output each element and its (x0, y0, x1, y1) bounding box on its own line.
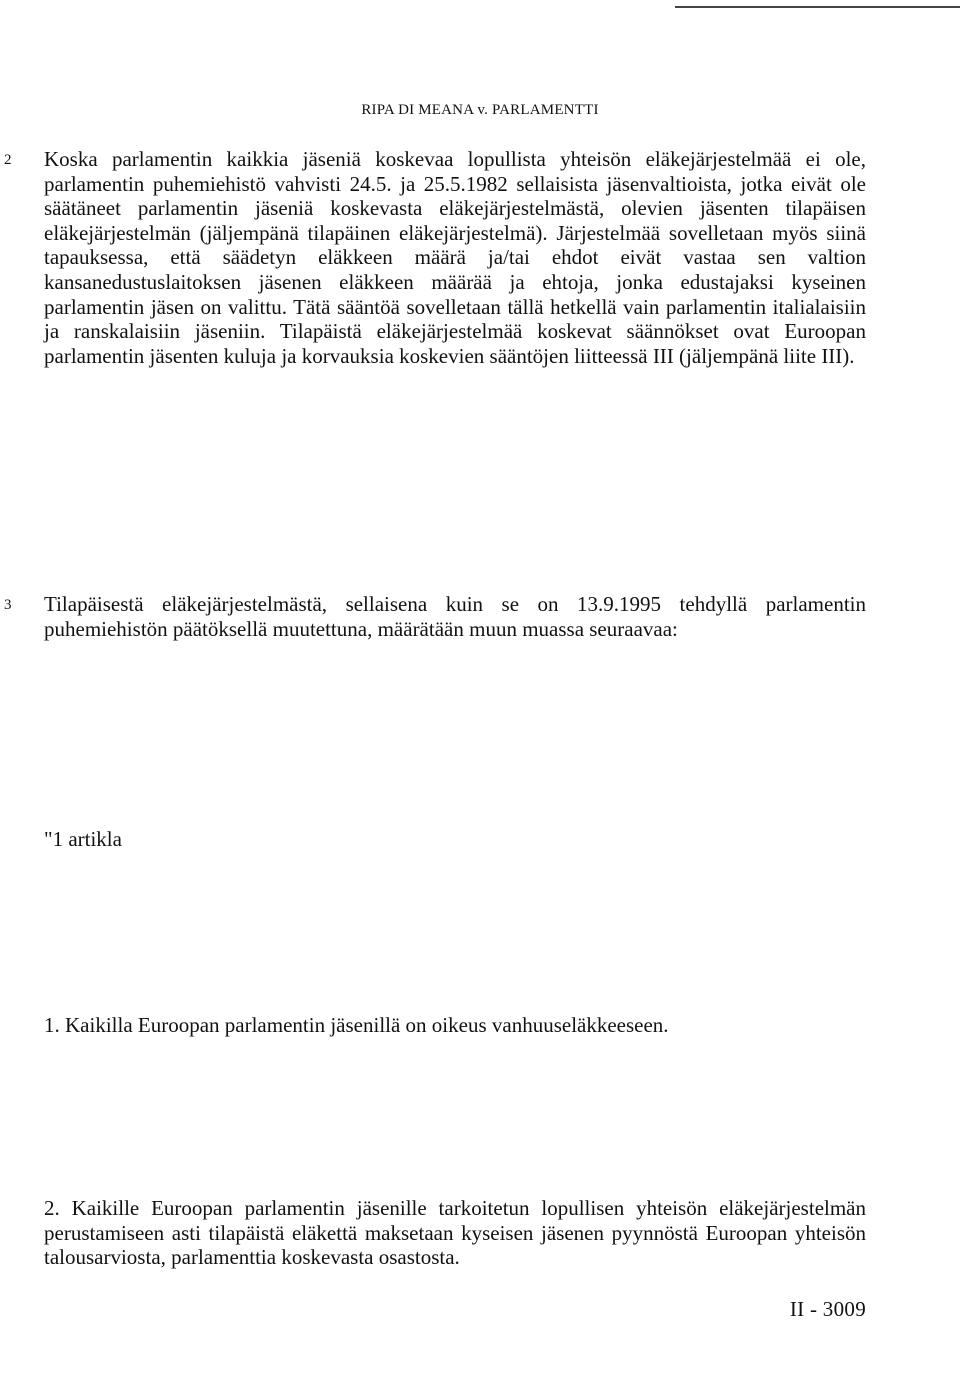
article-heading: "1 artikla (44, 827, 122, 851)
article-item-1: 1. Kaikilla Euroopan parlamentin jäsenillä on oikeus vanhuuseläkkeeseen. (44, 1013, 669, 1037)
top-rule (675, 6, 960, 8)
running-header: RIPA DI MEANA v. PARLAMENTTI (361, 102, 599, 118)
paragraph-number: 3 (4, 597, 12, 613)
article-item-2: 2. Kaikille Euroopan parlamentin jäsenille tarkoitetun lopullisen yhteisön eläkejärjestelmän perustamiseen asti tilapäistä eläkettä maksetaan kyseisen jäsenen pyynnöstä Euroopan yhteisön talousarviosta, parlamenttia koskevasta osastosta. (44, 1196, 866, 1270)
paragraph-2: Koska parlamentin kaikkia jäseniä koskevaa lopullista yhteisön eläkejärjestelmää ei ole, parlamentin puhemiehistö vahvisti 24.5. ja 25.5.1982 sellaisista jäsenvaltioista, jotka eivät ole säätäneet parlamentin jäseniä koskevasta eläkejärjestelmästä, olevien jäsenten tilapäisen eläkejärjestelmän (jäljempänä tilapäinen eläkejärjestelmä). Järjestelmää sovelletaan myös siinä tapauksessa, että säädetyn eläkkeen määrä ja/tai ehdot eivät vastaa sen valtion kansanedustuslaitoksen jäsenen eläkkeen määrää ja ehtoja, jonka edustajaksi kyseinen parlamentin jäsen on valittu. Tätä sääntöä sovelletaan tällä hetkellä vain parlamentin italialaisiin ja ranskalaisiin jäseniin. Tilapäistä eläkejärjestelmää koskevat säännökset ovat Euroopan parlamentin jäsenten kuluja ja korvauksia koskevien sääntöjen liitteessä III (jäljempänä liite III). (44, 147, 866, 368)
paragraph-3: Tilapäisestä eläkejärjestelmästä, sellaisena kuin se on 13.9.1995 tehdyllä parlamentin puhemiehistön päätöksellä muutettuna, määrätään muun muassa seuraavaa: (44, 592, 866, 641)
page-number: II - 3009 (789, 1297, 866, 1321)
paragraph-number: 2 (4, 152, 12, 168)
